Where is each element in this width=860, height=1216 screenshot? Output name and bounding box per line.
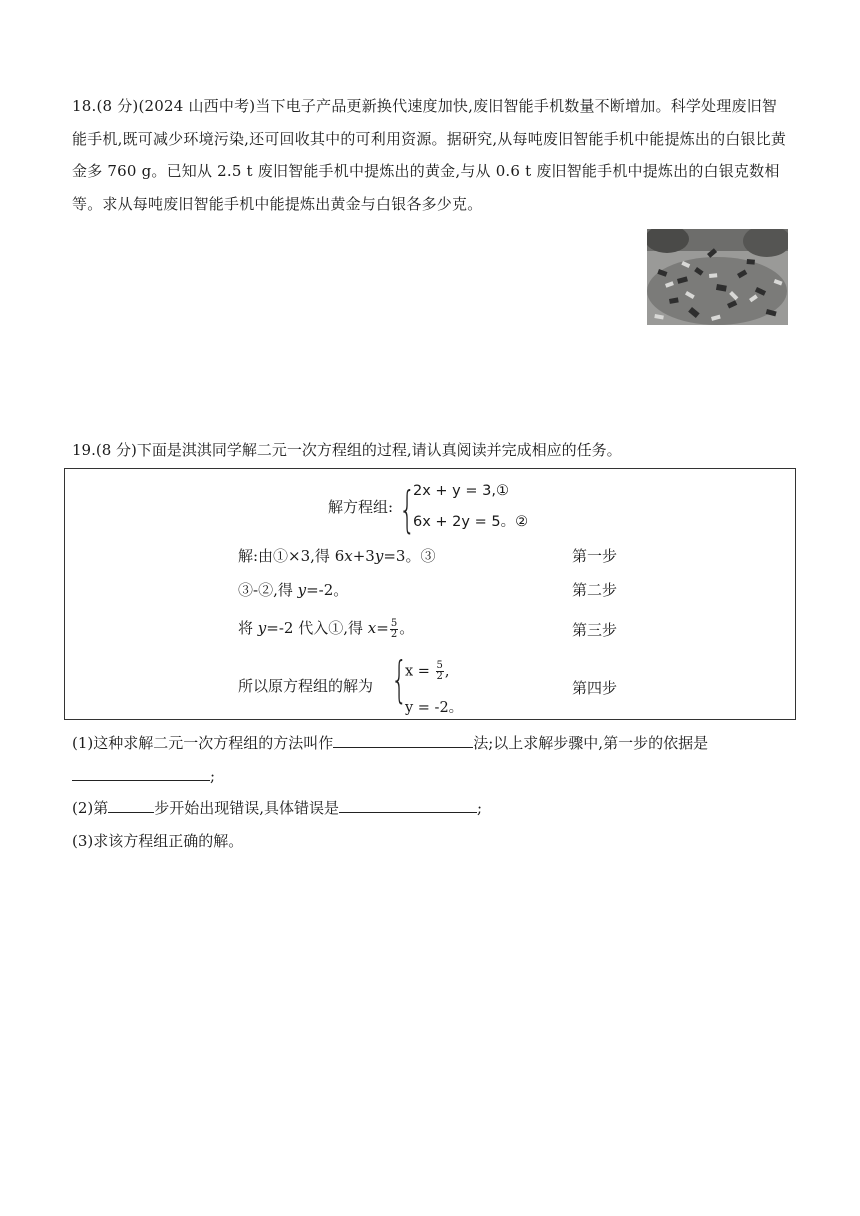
step-2-label: 第二步: [572, 581, 618, 599]
step-3-label: 第三步: [572, 621, 618, 639]
step-2-text: ③-②,得 y=-2。: [238, 581, 349, 599]
solution-x: x = $\frac{5}{2}$ ,: [405, 660, 450, 682]
equation-2: 6x + 2y = 5。②: [413, 514, 529, 530]
step1-basis-answer-blank[interactable]: [72, 764, 210, 781]
error-step-answer-blank[interactable]: [108, 796, 154, 813]
fraction-five-halves: $\frac{5}{2}$: [390, 617, 398, 640]
method-answer-blank[interactable]: [333, 731, 473, 748]
step-3-text: 将 y=-2 代入①,得 x= $\frac{5}{2}$ 。: [238, 617, 415, 640]
step-4-text: 所以原方程组的解为: [238, 677, 374, 695]
step-4-label: 第四步: [572, 679, 618, 697]
discarded-phones-image: [647, 229, 788, 325]
question-18-text: 18.(8 分)(2024 山西中考)当下电子产品更新换代速度加快,废旧智能手机数量不断增加。科学处理废旧智能手机,既可减少环境污染,还可回收其中的可利用资源。据研究,从每吨废旧智能手机中能提炼出的白银比黄金多 760 g。已知从 2.5 t 废旧智能手机中提炼出的黄金,与从 0.6 t 废旧智能手机中提炼出的白银克数相等。求从每吨废旧智能手机中能提炼出黄金与白银各多少克。: [72, 97, 787, 213]
solution-y: y = -2。: [405, 700, 464, 716]
solution-process-box: [64, 468, 796, 720]
task-3: (3)求该方程组正确的解。: [72, 831, 244, 850]
step-1-text: 解:由①×3,得 6x+3y=3。③: [238, 547, 436, 565]
task-2: (2)第 步开始出现错误,具体错误是 ;: [72, 792, 792, 825]
discarded-phones-photo: [647, 229, 788, 325]
left-brace-icon: {: [399, 483, 416, 540]
solution-fraction: $\frac{5}{2}$: [436, 660, 443, 682]
solution-brace-icon: {: [391, 653, 408, 710]
step-1-label: 第一步: [572, 547, 618, 565]
error-detail-answer-blank[interactable]: [339, 796, 477, 813]
task-list: [72, 727, 792, 857]
question-19-intro: 19.(8 分)下面是淇淇同学解二元一次方程组的过程,请认真阅读并完成相应的任务。: [72, 441, 622, 459]
task-1: (1)这种求解二元一次方程组的方法叫作 法;以上求解步骤中,第一步的依据是;: [72, 727, 792, 792]
equation-1: 2x + y = 3,①: [413, 483, 509, 499]
system-label: 解方程组:: [328, 498, 394, 516]
